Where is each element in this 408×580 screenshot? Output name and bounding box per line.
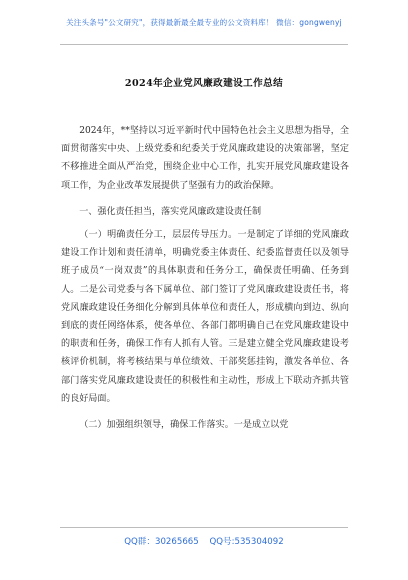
body-paragraph: 2024年，**坚持以习近平新时代中国特色社会主义思想为指导，全面贯彻落实中央、上级党委和纪委关于党风廉政建设的决策部署，坚定不移推进全面从严治党，围绕企业中心工作，扎实开展党风廉政建设各项工作，为企业改革发展提供了坚强有力的政治保障。 xyxy=(61,126,349,191)
page-footer xyxy=(0,535,408,547)
document-title: 2024年企业党风廉政建设工作总结 xyxy=(124,78,284,89)
body-paragraph: （二）加强组织领导，确保工作落实。一是成立以党 xyxy=(79,420,289,431)
footer-qq-group: QQ群：30265665 xyxy=(124,537,199,547)
section-heading: 一、强化责任担当，落实党风廉政建设责任制 xyxy=(79,206,262,217)
body-paragraph: （一）明确责任分工，层层传导压力。一是制定了详细的党风廉政建设工作计划和责任清单，明确党委主体责任、纪委监督责任以及领导班子成员“一岗双责”的具体职责和任务分工，确保责任明确、任务到人。二是公司党委与各下属单位、部门签订了党风廉政建设责任书，将党风廉政建设任务细化分解到具体单位和责任人，形成横向到边、纵向到底的责任网络体系，使各单位、各部门都明确自己在党风廉政建设中的职责和任务，确保工作有人抓有人管。三是建立健全党风廉政建设考核评价机制，将考核结果与单位绩效、干部奖惩挂钩，激发各单位、各部门落实党风廉政建设责任的积极性和主动性，形成上下联动齐抓共管的良好局面。 xyxy=(61,230,349,404)
header-divider xyxy=(60,44,348,45)
page-header-banner: 关注头条号"公文研究"，获得最新最全最专业的公文资料库！ 微信：gongwenyj xyxy=(66,18,342,27)
footer-qq-number: QQ号:535304092 xyxy=(209,537,284,547)
footer-divider xyxy=(60,527,348,528)
document-body xyxy=(61,122,349,442)
